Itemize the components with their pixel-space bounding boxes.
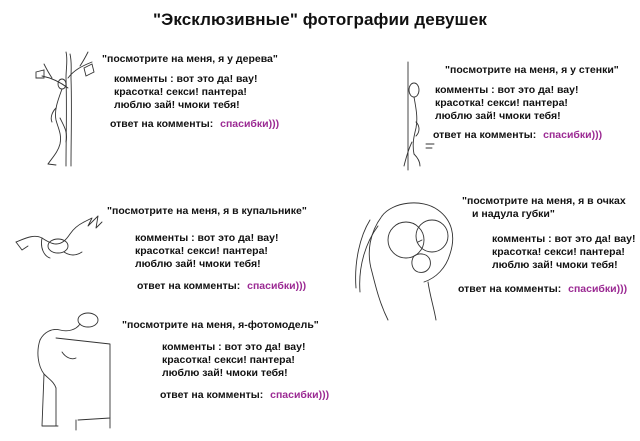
panel-caption: "посмотрите на меня, я в очках [462, 195, 626, 207]
comment-line: люблю зай! чмоки тебя! [135, 258, 261, 270]
comment-line: красотка! секси! пантера! [162, 354, 295, 366]
comment-line: красотка! секси! пантера! [435, 97, 568, 109]
comments-block [114, 73, 279, 112]
answer-line [458, 283, 635, 296]
panel-swimsuit [107, 205, 307, 293]
comment-line: люблю зай! чмоки тебя! [435, 110, 561, 122]
swimsuit-girl-sketch [12, 212, 107, 267]
comment-line: комменты : вот это да! вау! [162, 341, 306, 353]
comment-line: люблю зай! чмоки тебя! [162, 367, 288, 379]
answer-line [110, 118, 279, 131]
comment-line: люблю зай! чмоки тебя! [114, 99, 240, 111]
page-title: "Эксклюзивные" фотографии девушек [153, 10, 487, 29]
answer-value: спасибки))) [247, 280, 307, 292]
answer-value: спасибки))) [220, 118, 280, 130]
comment-line: красотка! секси! пантера! [114, 86, 247, 98]
answer-line [433, 129, 619, 142]
glasses-girl-sketch [352, 196, 467, 326]
comment-line: красотка! секси! пантера! [492, 246, 625, 258]
comment-line: комменты : вот это да! вау! [492, 233, 636, 245]
panel-caption: "посмотрите на меня, я у дерева" [102, 53, 278, 65]
panel-model [122, 319, 329, 402]
panel-caption: "посмотрите на меня, я у стенки" [445, 64, 619, 76]
answer-value: спасибки))) [568, 283, 628, 295]
comment-line: комменты : вот это да! вау! [114, 73, 258, 85]
panel-glasses [458, 195, 636, 296]
answer-value: спасибки))) [270, 389, 330, 401]
answer-line [137, 280, 307, 293]
comments-block [135, 232, 307, 271]
panel-caption: "посмотрите на меня, я в купальнике" [107, 205, 307, 217]
comment-line: комменты : вот это да! вау! [135, 232, 279, 244]
comment-line: люблю зай! чмоки тебя! [492, 259, 618, 271]
model-girl-sketch [18, 308, 123, 433]
comments-block [162, 341, 329, 380]
answer-label: ответ на комменты: [433, 129, 537, 141]
panel-caption-line-2: и надула губки" [472, 208, 555, 220]
panel-caption: "посмотрите на меня, я-фотомодель" [122, 319, 319, 331]
comment-line: комменты : вот это да! вау! [435, 84, 579, 96]
comments-block [435, 84, 619, 123]
panel-tree [102, 53, 279, 131]
answer-label: ответ на комменты: [160, 389, 264, 401]
answer-label: ответ на комменты: [137, 280, 241, 292]
answer-line [160, 389, 329, 402]
tree-girl-sketch [22, 48, 112, 168]
answer-value: спасибки))) [543, 129, 603, 141]
comment-line: красотка! секси! пантера! [135, 245, 268, 257]
answer-label: ответ на комменты: [110, 118, 214, 130]
answer-label: ответ на комменты: [458, 283, 562, 295]
panel-wall [433, 64, 619, 142]
comments-block [492, 233, 635, 272]
